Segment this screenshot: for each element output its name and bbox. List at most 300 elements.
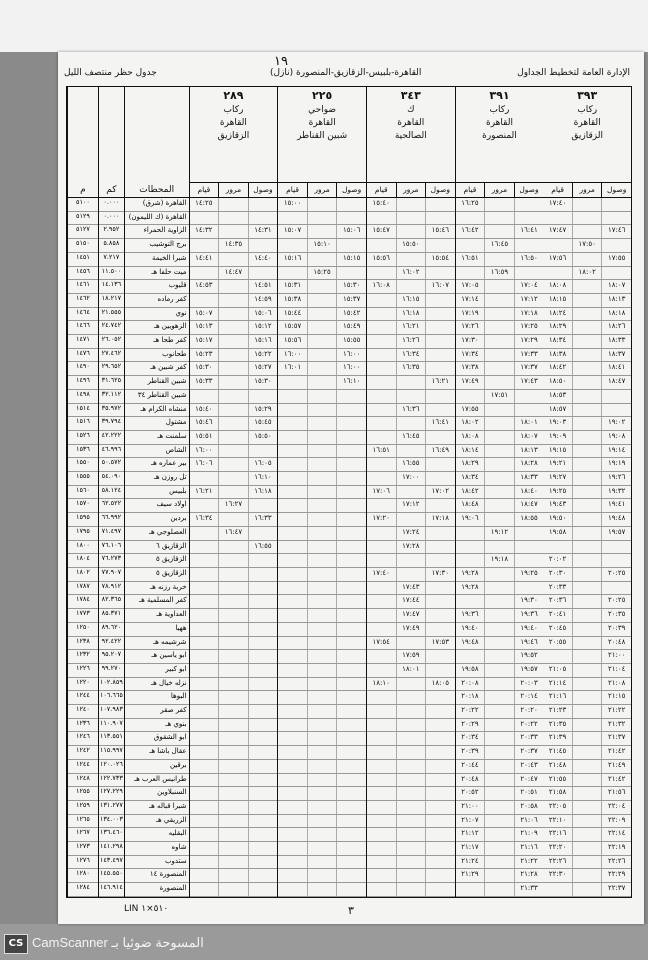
time-cell: ١٨:٠٢ (572, 267, 602, 280)
train-column (455, 87, 544, 897)
time-cell (218, 828, 248, 841)
time-cell (484, 801, 514, 814)
time-cell: ١٧:٠٢ (425, 486, 455, 499)
time-cell: ١٧:١٤ (461, 294, 479, 303)
train-number: ٣٩٣ (577, 89, 598, 102)
station-index: ٥١٢٧ (68, 225, 98, 239)
time-cell: ١٧:٥٥ (461, 404, 479, 413)
time-cell (218, 732, 248, 745)
time-cell (484, 732, 514, 745)
depart-label: قيام (551, 185, 564, 194)
table-row (278, 458, 366, 472)
table-row (456, 815, 544, 829)
table-row (190, 335, 278, 349)
time-cell (484, 623, 514, 636)
time-cell (218, 719, 248, 732)
time-cell (396, 828, 426, 841)
depart-label: قيام (197, 185, 211, 194)
time-cell: ٢٠:٤٥ (548, 623, 567, 632)
station-distance: ٧٦.١٠٦ (99, 541, 124, 555)
time-cell: ١٦:٣٦ (396, 404, 426, 417)
time-cell (367, 404, 396, 417)
time-cell: ٢٠:٣٩ (461, 747, 479, 756)
time-cell (190, 705, 219, 718)
time-cell: ١٩:٥٢ (514, 650, 544, 663)
time-cell: ١٥:٤٧ (372, 226, 390, 235)
time-cell: ٢٠:٤٤ (461, 760, 479, 769)
time-cell (367, 774, 396, 787)
station-index: ١٥٥٥ (68, 472, 98, 486)
time-cell (248, 595, 278, 608)
table-row (190, 705, 278, 719)
time-cell (484, 212, 514, 225)
time-cell (484, 595, 514, 608)
time-cell (278, 746, 307, 759)
time-cell (572, 774, 602, 787)
table-row (278, 760, 366, 774)
time-cell (248, 198, 278, 211)
time-cell (425, 239, 455, 252)
time-cell (336, 582, 366, 595)
time-cell: ١٥:٣٠ (195, 363, 213, 372)
time-cell (278, 541, 307, 554)
table-row (367, 267, 455, 281)
time-cell: ١٦:٠٦ (195, 459, 213, 468)
table-row (456, 499, 544, 513)
time-cell (601, 582, 631, 595)
time-cell (336, 719, 366, 732)
time-cell (425, 650, 455, 663)
table-row (278, 431, 366, 445)
time-cell: ٢١:٣٢ (601, 719, 631, 732)
time-cell: ١٥:٤٩ (336, 321, 366, 334)
time-cell: ٢٠:٣٣ (514, 732, 544, 745)
station-name: البوها (125, 691, 189, 705)
station-index: ١٧٨٧ (68, 582, 98, 596)
table-row (367, 595, 455, 609)
time-cell (336, 842, 366, 855)
time-cell: ١٥:١٦ (248, 335, 278, 348)
time-cell: ١٥:٤٥ (248, 417, 278, 430)
time-cell: ١٩:٥٧ (514, 664, 544, 677)
table-row (543, 801, 631, 815)
time-cell (218, 404, 248, 417)
time-cell (248, 609, 278, 622)
time-cell (396, 390, 426, 403)
station-index: ١٧٩٥ (68, 527, 98, 541)
table-row (456, 883, 544, 897)
time-cell: ١٨:١٨ (601, 308, 631, 321)
time-cell (367, 760, 396, 773)
time-cell (336, 595, 366, 608)
time-cell: ١٧:١٨ (514, 308, 544, 321)
time-cell (514, 582, 544, 595)
station-distance: ٧.٢١٧ (99, 253, 124, 267)
time-cell (601, 541, 631, 554)
time-cell (484, 431, 514, 444)
table-row (190, 321, 278, 335)
time-cell (572, 390, 602, 403)
time-cell: ١٧:٤٧ (396, 609, 426, 622)
time-cell: ١٧:٤٧ (548, 226, 567, 235)
time-cell (190, 212, 219, 225)
table-row (543, 650, 631, 664)
time-cell: ١٩:٢٨ (461, 568, 479, 577)
time-cell: ١٨:٠٧ (601, 280, 631, 293)
time-cell: ١٥:٠٦ (336, 225, 366, 238)
time-cell (601, 212, 631, 225)
time-cell (484, 362, 514, 375)
time-cell (425, 842, 455, 855)
time-cell (218, 787, 248, 800)
table-row (543, 499, 631, 513)
station-distance: ٦٢.٥٢٢ (99, 499, 124, 513)
time-cell (514, 404, 544, 417)
time-cell (190, 541, 219, 554)
index-header: م (68, 87, 98, 198)
station-name: ابو الشقوق (125, 732, 189, 746)
table-row (543, 390, 631, 404)
time-cell: ١٨:١٠ (372, 678, 390, 687)
time-cell: ١٨:٢٤ (548, 308, 567, 317)
station-name: نوي (125, 308, 189, 322)
time-cell (396, 801, 426, 814)
time-cell (307, 321, 337, 334)
time-cell: ١٩:٠٦ (461, 514, 479, 523)
time-cell: ٢١:٢٢ (514, 856, 544, 869)
time-cell (218, 705, 248, 718)
station-index: ١٢٤٦ (68, 732, 98, 746)
time-cell (190, 678, 219, 691)
time-cell (572, 582, 602, 595)
table-row (367, 458, 455, 472)
station-index: ١٢٧٦ (68, 856, 98, 870)
table-row (190, 253, 278, 267)
table-row (278, 267, 366, 281)
station-name: الزقازيق ٥ (125, 568, 189, 582)
time-cell (190, 527, 219, 540)
station-name: المنصورة (125, 883, 189, 897)
time-cell: ١٦:٤١ (425, 417, 455, 430)
table-row (367, 869, 455, 883)
table-row (543, 267, 631, 281)
train-origin: القاهرة (573, 118, 601, 128)
time-cell: ١٦:٠٨ (372, 281, 390, 290)
table-row (543, 856, 631, 870)
time-cell: ١٧:٥١ (484, 390, 514, 403)
time-cell: ٢١:١٥ (601, 691, 631, 704)
time-cell (218, 486, 248, 499)
time-cell (278, 212, 307, 225)
time-cell (218, 664, 248, 677)
table-row (543, 335, 631, 349)
time-cell (367, 650, 396, 663)
table-row (367, 376, 455, 390)
time-cell (278, 869, 307, 882)
time-cell (572, 499, 602, 512)
table-row (543, 732, 631, 746)
station-distance: ١٢٠.٠٢٦ (99, 760, 124, 774)
time-cell (396, 637, 426, 650)
time-cell (190, 842, 219, 855)
table-row (278, 787, 366, 801)
time-cell (336, 609, 366, 622)
time-cell (218, 691, 248, 704)
time-cell: ١٦:٤٧ (218, 527, 248, 540)
station-name: ابو ياسين هـ (125, 650, 189, 664)
table-row (456, 486, 544, 500)
table-row (543, 842, 631, 856)
table-row (190, 760, 278, 774)
table-row (367, 308, 455, 322)
station-distance: ١٤٦.٩١٤ (99, 883, 124, 897)
station-distance: ١٢٢.٧٣٣ (99, 774, 124, 788)
station-name: اولاد سيف (125, 499, 189, 513)
time-cell (190, 801, 219, 814)
time-cell (248, 828, 278, 841)
time-cell (396, 198, 426, 211)
table-row (456, 705, 544, 719)
table-row (367, 486, 455, 500)
time-cell (484, 746, 514, 759)
table-row (456, 267, 544, 281)
time-cell: ٢٢:٣٠ (548, 870, 567, 879)
station-name: كفر المسلمية هـ (125, 595, 189, 609)
time-cell: ١٨:٣٨ (548, 349, 567, 358)
time-cell (425, 664, 455, 677)
table-row (543, 321, 631, 335)
table-row (190, 308, 278, 322)
time-cell (367, 362, 396, 375)
time-cell (218, 349, 248, 362)
time-cell: ١٧:٣٠ (425, 568, 455, 581)
train-header (367, 87, 455, 198)
time-cell: ١٧:٣٤ (461, 349, 479, 358)
station-name: برقين (125, 760, 189, 774)
table-row (456, 541, 544, 555)
time-cell: ٢٠:٣٠ (548, 568, 567, 577)
table-row (367, 527, 455, 541)
time-cell (278, 842, 307, 855)
time-cell (278, 787, 307, 800)
time-cell: ١٩:٣٠ (514, 595, 544, 608)
arrive-label: وصول (336, 183, 366, 197)
table-row (278, 335, 366, 349)
time-cell (514, 527, 544, 540)
train-destination: الصالحية (394, 131, 427, 141)
time-cell (278, 431, 307, 444)
time-cell: ٢١:٠٩ (514, 828, 544, 841)
train-origin: القاهرة (397, 118, 425, 128)
time-cell (190, 637, 219, 650)
time-cell (425, 554, 455, 567)
time-cell (278, 801, 307, 814)
table-row (190, 417, 278, 431)
time-cell (218, 376, 248, 389)
time-cell: ١٧:٥٥ (601, 253, 631, 266)
time-cell: ٢٠:٤٨ (461, 774, 479, 783)
table-row (278, 417, 366, 431)
time-cell: ١٩:٣٢ (601, 486, 631, 499)
time-cell: ١٩:٤١ (601, 499, 631, 512)
table-row (456, 225, 544, 239)
table-row (278, 869, 366, 883)
time-cell: ١٥:٠٧ (283, 226, 302, 235)
table-row (543, 582, 631, 596)
time-cell (307, 335, 337, 348)
time-cell (367, 212, 396, 225)
time-cell: ٢١:٢٣ (548, 706, 567, 715)
time-cell (336, 417, 366, 430)
table-row (456, 390, 544, 404)
time-cell: ٢٢:٠٩ (601, 815, 631, 828)
pass-label: مرور (572, 183, 602, 197)
table-row (190, 828, 278, 842)
time-cell: ٢١:٤٢ (601, 774, 631, 787)
time-cell: ١٨:٠٥ (425, 678, 455, 691)
table-row (278, 842, 366, 856)
table-row (278, 513, 366, 527)
time-cell: ١٥:٠٧ (195, 308, 213, 317)
time-cell: ١٩:٣٦ (461, 610, 479, 619)
table-row (456, 869, 544, 883)
table-row (456, 362, 544, 376)
time-cell (484, 486, 514, 499)
station-name: كفر طحا هـ (125, 335, 189, 349)
table-row (367, 445, 455, 459)
table-row (367, 212, 455, 226)
table-row (543, 554, 631, 568)
table-row (190, 650, 278, 664)
time-cell (572, 801, 602, 814)
station-name: كفر صقر (125, 705, 189, 719)
station-distance: ١٨.٢١٧ (99, 294, 124, 308)
time-cell (278, 774, 307, 787)
station-distance: ٣٢.١١٢ (99, 390, 124, 404)
station-name: شبين القناطر (125, 376, 189, 390)
time-cell: ١٥:٣٨ (283, 294, 302, 303)
time-cell (572, 637, 602, 650)
table-row (367, 404, 455, 418)
time-cell: ١٩:٠٨ (601, 431, 631, 444)
time-cell (367, 390, 396, 403)
station-name: الزاوية الحمراء (125, 225, 189, 239)
time-cell: ١٩:٠٢ (601, 417, 631, 430)
time-cell (425, 828, 455, 841)
time-cell (456, 595, 485, 608)
time-cell (572, 719, 602, 732)
time-cell: ٢١:٤٨ (548, 760, 567, 769)
time-cell: ٢٢:١٠ (548, 815, 567, 824)
time-cell (336, 883, 366, 896)
time-cell (396, 856, 426, 869)
table-row (367, 198, 455, 212)
table-row (278, 568, 366, 582)
table-row (456, 253, 544, 267)
time-cell (190, 499, 219, 512)
time-cell: ١٩:١٩ (601, 458, 631, 471)
station-index: ١٢٣٦ (68, 719, 98, 733)
station-name: كفر رماده (125, 294, 189, 308)
train-header (190, 87, 278, 198)
time-cell: ١٤:٣١ (248, 225, 278, 238)
time-cell (307, 445, 337, 458)
time-cell (278, 664, 307, 677)
time-cell: ١٦:٠٠ (283, 349, 302, 358)
time-cell: ١٦:٣٥ (396, 362, 426, 375)
table-row (278, 390, 366, 404)
station-name: السنبلاوين (125, 787, 189, 801)
time-cell: ١٧:٤٣ (396, 582, 426, 595)
station-distance: ٥٨.١٢٤ (99, 486, 124, 500)
table-row (543, 349, 631, 363)
time-cell (367, 321, 396, 334)
table-row (190, 883, 278, 897)
time-cell (248, 705, 278, 718)
table-row (367, 801, 455, 815)
time-cell (425, 691, 455, 704)
station-name: تل روزن هـ (125, 472, 189, 486)
station-name: الزريقي هـ (125, 815, 189, 829)
table-row (278, 554, 366, 568)
table-row (367, 582, 455, 596)
time-cell (278, 595, 307, 608)
time-cell: ١٨:٤٠ (514, 486, 544, 499)
time-cell (336, 623, 366, 636)
time-cell: ١٥:٥٤ (425, 253, 455, 266)
time-cell: ١٨:٣٣ (514, 472, 544, 485)
time-cell (218, 445, 248, 458)
time-cell: ١٧:٣٣ (514, 349, 544, 362)
time-cell (278, 267, 307, 280)
time-cell: ١٧:١٢ (514, 294, 544, 307)
station-index: ١٢٣٨ (68, 637, 98, 651)
time-cell: ٢١:٣٣ (514, 883, 544, 896)
time-cell (278, 390, 307, 403)
station-index: ١٤٦٦ (68, 321, 98, 335)
time-cell: ١٧:٠٦ (372, 486, 390, 495)
time-cell: ١٦:٠٥ (248, 458, 278, 471)
table-row (367, 568, 455, 582)
time-cell: ١٧:٠٠ (396, 472, 426, 485)
time-cell: ٢١:٢٢ (601, 705, 631, 718)
time-cell: ١٧:٥٦ (548, 253, 567, 262)
time-cell (484, 568, 514, 581)
train-type: ركاب (223, 105, 244, 115)
time-cell: ١٦:١٨ (248, 486, 278, 499)
time-cell (336, 650, 366, 663)
time-cell (218, 321, 248, 334)
time-cell (425, 815, 455, 828)
pass-label: مرور (218, 183, 248, 197)
time-cell (307, 376, 337, 389)
time-cell (307, 774, 337, 787)
table-row (456, 609, 544, 623)
station-distance: ٥.٨٥٨ (99, 239, 124, 253)
camscanner-logo: CS (4, 934, 28, 954)
time-cell: ١٨:١٥ (548, 294, 567, 303)
time-cell (307, 431, 337, 444)
time-cell (367, 294, 396, 307)
time-cell (336, 774, 366, 787)
station-distance: ٩٩.٢٧٠ (99, 664, 124, 678)
table-row (543, 431, 631, 445)
time-cell (456, 541, 485, 554)
time-cell: ٢١:١٦ (548, 692, 567, 701)
time-cell (336, 554, 366, 567)
time-cell: ٢١:٣٧ (601, 732, 631, 745)
table-row (456, 637, 544, 651)
